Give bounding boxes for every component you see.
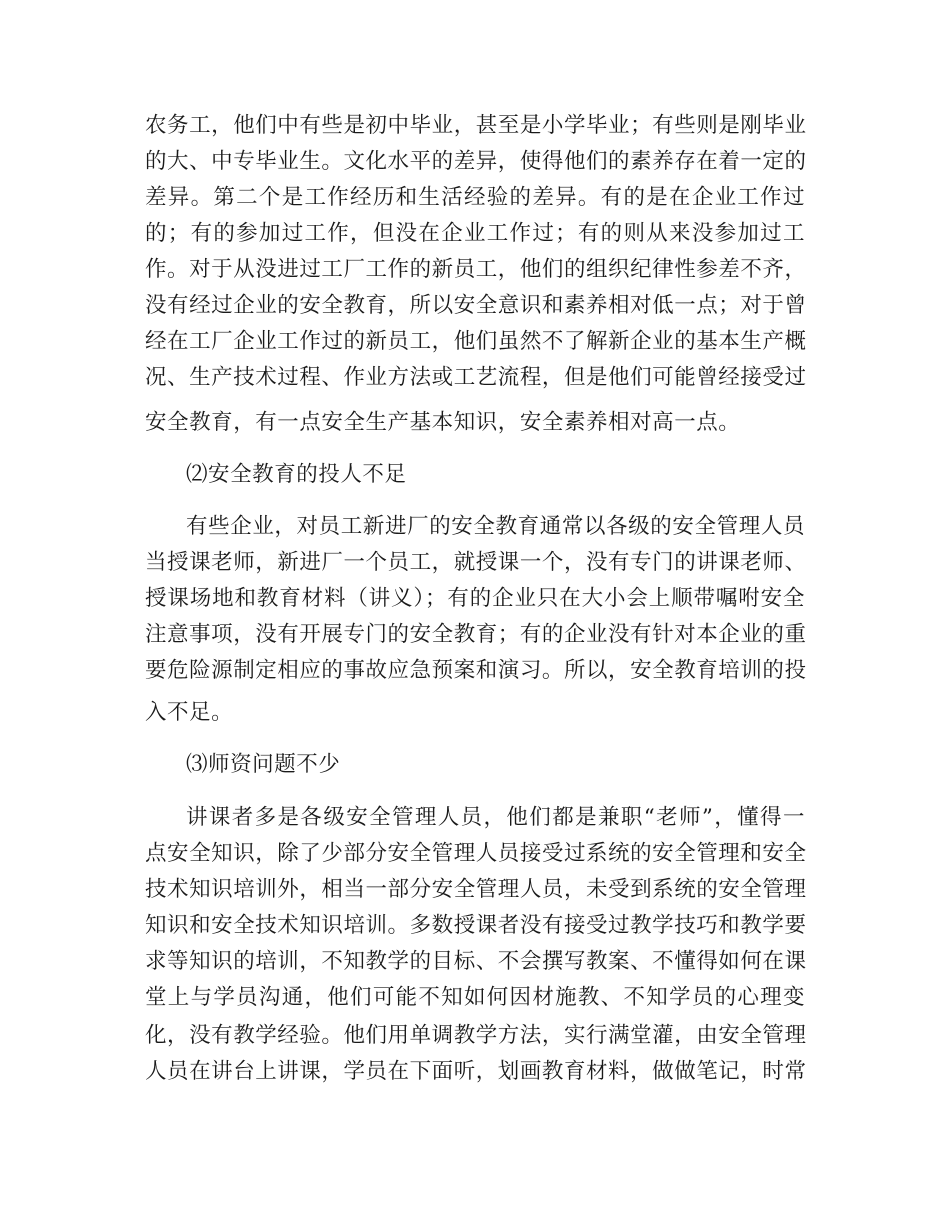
paragraph-2-line-3: 授课场地和教育材料（讲义）；有的企业只在大小会上顺带嘱咐安全 bbox=[145, 586, 805, 611]
paragraph-3-line-4: 知识和安全技术知识培训。多数授课者没有接受过教学技巧和教学要 bbox=[145, 913, 807, 938]
paragraph-3-line-5: 求等知识的培训，不知教学的目标、不会撰写教案、不懂得如何在课 bbox=[145, 949, 807, 974]
paragraph-1-line-2: 的大、中专毕业生。文化水平的差异，使得他们的素养存在着一定的 bbox=[145, 149, 807, 174]
paragraph-3-line-7: 化，没有教学经验。他们用单调教学方法，实行满堂灌，由安全管理 bbox=[145, 1023, 807, 1048]
paragraph-1-line-8: 况、生产技术过程、作业方法或工艺流程，但是他们可能曾经接受过 bbox=[145, 365, 807, 390]
paragraph-2-line-2: 当授课老师，新进厂一个员工，就授课一个，没有专门的讲课老师、 bbox=[145, 550, 807, 575]
paragraph-3-line-8: 人员在讲台上讲课，学员在下面听，划画教育材料，做做笔记，时常 bbox=[145, 1059, 807, 1084]
paragraph-2-line-5: 要危险源制定相应的事故应急预案和演习。所以，安全教育培训的投 bbox=[145, 658, 807, 683]
paragraph-1-line-5: 作。对于从没进过工厂工作的新员工，他们的组织纪律性参差不齐， bbox=[145, 257, 807, 282]
paragraph-3-line-6: 堂上与学员沟通，他们可能不知如何因材施教、不知学员的心理变 bbox=[145, 985, 805, 1010]
paragraph-3-line-3: 技术知识培训外，相当一部分安全管理人员，未受到系统的安全管理 bbox=[145, 877, 807, 902]
paragraph-1-line-1: 农务工，他们中有些是初中毕业，甚至是小学毕业；有些则是刚毕业 bbox=[145, 113, 807, 138]
paragraph-2-line-1: 有些企业，对员工新进厂的安全教育通常以各级的安全管理人员 bbox=[186, 514, 805, 539]
paragraph-2-line-4: 注意事项，没有开展专门的安全教育；有的企业没有针对本企业的重 bbox=[145, 622, 807, 647]
paragraph-1-line-6: 没有经过企业的安全教育，所以安全意识和素养相对低一点；对于曾 bbox=[145, 293, 807, 318]
paragraph-1-line-3: 差异。第二个是工作经历和生活经验的差异。有的是在企业工作过 bbox=[145, 185, 805, 210]
paragraph-2-line-6: 入不足。 bbox=[145, 700, 234, 725]
section-heading-3: ⑶师资问题不少 bbox=[186, 752, 341, 777]
paragraph-3-line-1: 讲课者多是各级安全管理人员，他们都是兼职“老师”，懂得一 bbox=[186, 805, 805, 830]
paragraph-1-line-7: 经在工厂企业工作过的新员工，他们虽然不了解新企业的基本生产概 bbox=[145, 329, 807, 354]
paragraph-1-line-4: 的；有的参加过工作，但没在企业工作过；有的则从来没参加过工 bbox=[145, 221, 805, 246]
paragraph-3-line-2: 点安全知识，除了少部分安全管理人员接受过系统的安全管理和安全 bbox=[145, 841, 807, 866]
paragraph-1-line-9: 安全教育，有一点安全生产基本知识，安全素养相对高一点。 bbox=[145, 410, 741, 435]
section-heading-2: ⑵安全教育的投人不足 bbox=[186, 462, 407, 487]
